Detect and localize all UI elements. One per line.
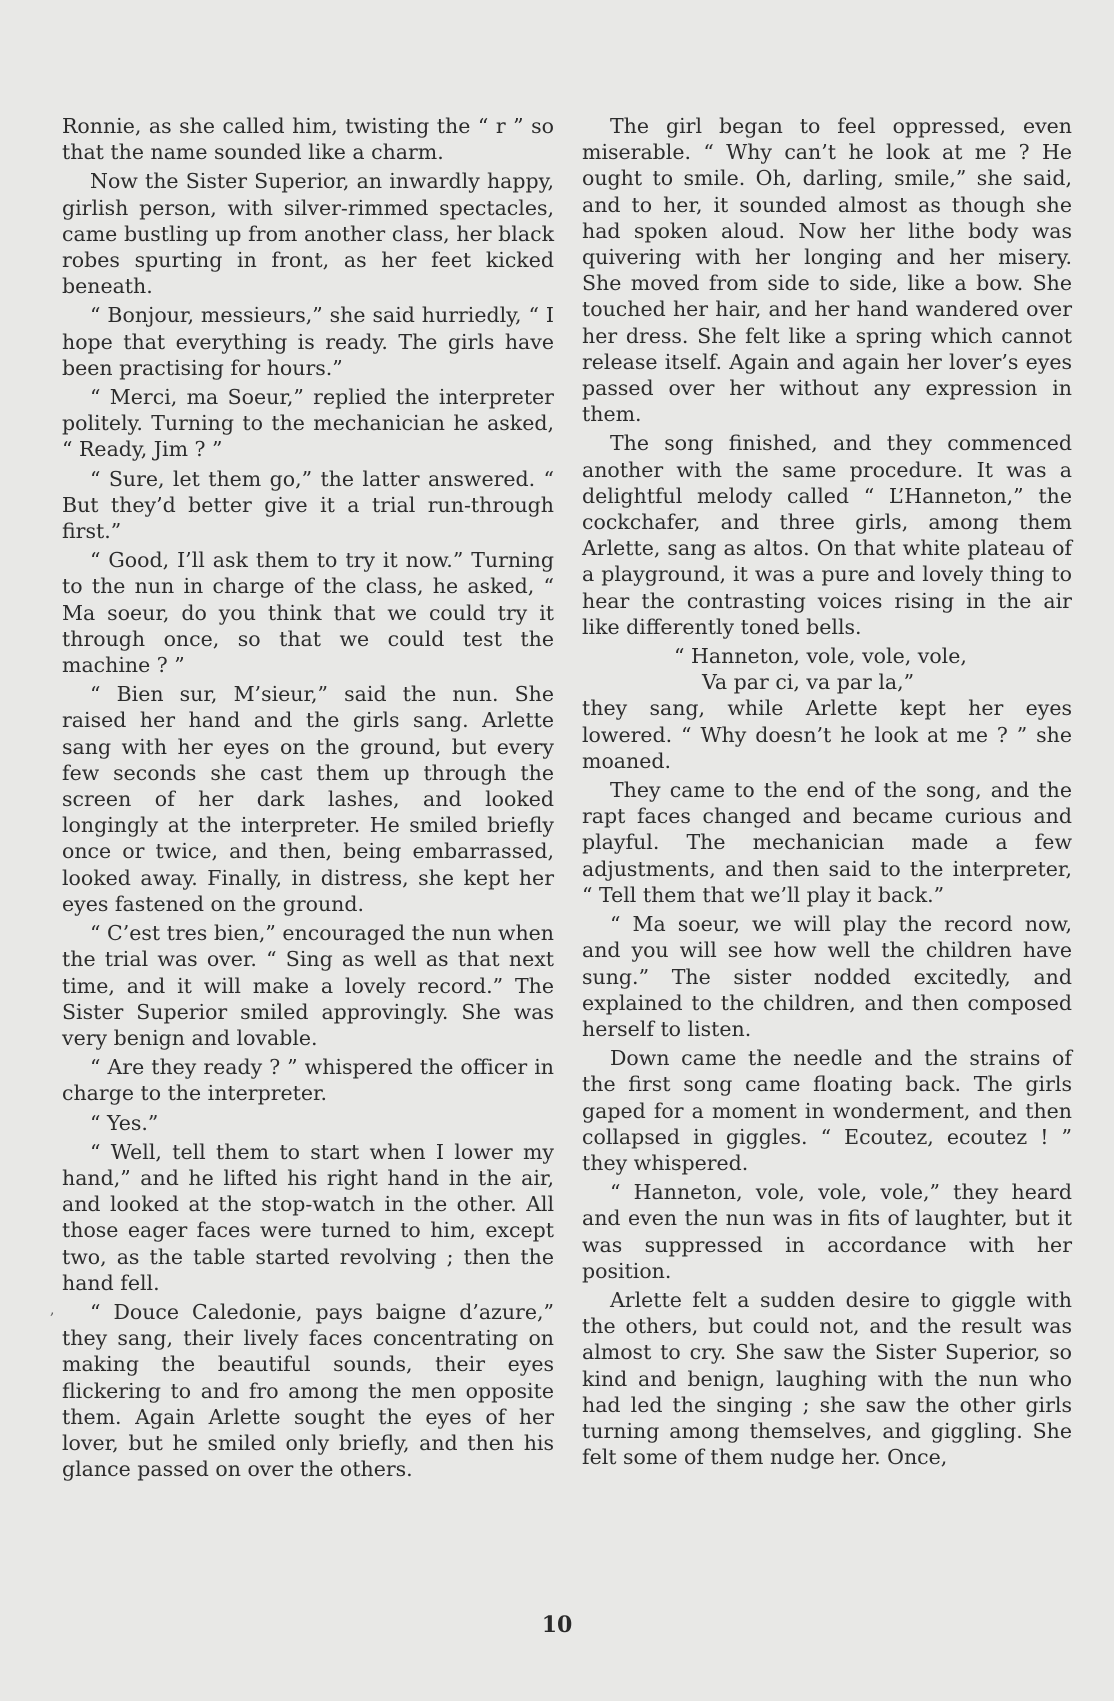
right-column — [582, 113, 1072, 1473]
paragraph: Ronnie, as she called him, twisting the “ r ” so that the name sounded like a charm. — [62, 114, 554, 165]
paragraph: Arlette felt a sudden desire to giggle with the others, but could not, and the result was almost to cry. She saw the Sister Superior, so kind and benign, laughing with the nun who had led the singing ; she saw the other girls turning among themselves, and giggling. She felt some of them nudge her. Once, — [582, 1287, 1072, 1470]
paragraph: “ Merci, ma Soeur,” replied the interpreter politely. Turning to the mechanician he asked, “ Ready, Jim ? ” — [62, 385, 554, 462]
stray-mark: , — [50, 1302, 55, 1318]
paragraph: “ Hanneton, vole, vole, vole,” they heard and even the nun was in fits of laughter, but it was suppressed in accordance with her position. — [582, 1180, 1072, 1283]
left-column — [62, 113, 554, 1485]
paragraph: “ Bonjour, messieurs,” she said hurriedly, “ I hope that everything is ready. The girls have been practising for hours.” — [62, 303, 554, 380]
paragraph: “ C’est tres bien,” encouraged the nun when the trial was over. “ Sing as well as that next time, and it will make a lovely record.” The Sister Superior smiled approvingly. She was very benign and lovable. — [62, 921, 554, 1050]
paragraph: “ Good, I’ll ask them to try it now.” Turning to the nun in charge of the class, he asked, “ Ma soeur, do you think that we could try it through once, so that we could test the machine ? ” — [62, 548, 554, 678]
paragraph: “ Bien sur, M’sieur,” said the nun. She raised her hand and the girls sang. Arlette sang with her eyes on the ground, but every few seconds she cast them up through the screen of her dark lashes, and looked longingly at the interpreter. He smiled briefly once or twice, and then, being embarrassed, looked away. Finally, in distress, she kept her eyes fastened on the ground. — [62, 682, 554, 916]
paragraph: “ Douce Caledonie, pays baigne d’azure,” they sang, their lively faces concentrating on making the beautiful sounds, their eyes flickering to and fro among the men opposite them. Again Arlette sought the eyes of her lover, but he smiled only briefly, and then his glance passed on over the others. — [62, 1299, 554, 1482]
paragraph: Down came the needle and the strains of the first song came floating back. The girls gaped for a moment in wonderment, and then collapsed in giggles. “ Ecoutez, ecoutez ! ” they whispered. — [582, 1046, 1072, 1175]
paragraph: The song finished, and they commenced another with the same procedure. It was a delightful melody called “ L’Hanneton,” the cockchafer, and three girls, among them Arlette, sang as altos. On that white plateau of a playground, it was a pure and lovely thing to hear the contrasting voices rising in the air like differently toned bells. — [582, 431, 1072, 639]
paragraph: “ Yes.” — [90, 1110, 159, 1135]
paragraph: Now the Sister Superior, an inwardly happy, girlish person, with silver-rimmed spectacles, came bustling up from another class, her black robes spurting in front, as her feet kicked beneath. — [62, 169, 554, 299]
paragraph: “ Are they ready ? ” whispered the officer in charge to the interpreter. — [62, 1055, 554, 1106]
page-number: 10 — [541, 1612, 573, 1638]
paragraph: they sang, while Arlette kept her eyes lowered. “ Why doesn’t he look at me ? ” she moaned. — [582, 696, 1072, 773]
verse-line: Va par ci, va par la,” — [702, 670, 915, 695]
paragraph: “ Ma soeur, we will play the record now, and you will see how well the children have sung.” The sister nodded excitedly, and explained to the children, and then composed herself to listen. — [582, 912, 1072, 1041]
paragraph: “ Sure, let them go,” the latter answered. “ But they’d better give it a trial run-through first.” — [62, 466, 554, 544]
paragraph: They came to the end of the song, and the rapt faces changed and became curious and playful. The mechanician made a few adjustments, and then said to the interpreter, “ Tell them that we’ll play it back.” — [582, 778, 1072, 907]
verse-line: “ Hanneton, vole, vole, vole, — [674, 644, 967, 669]
paragraph: “ Well, tell them to start when I lower my hand,” and he lifted his right hand in the air, and looked at the stop-watch in the other. All those eager faces were turned to him, except two, as the table started revolving ; then the hand fell. — [62, 1139, 554, 1295]
paragraph: The girl began to feel oppressed, even miserable. “ Why can’t he look at me ? He ought to smile. Oh, darling, smile,” she said, and to her, it sounded almost as though she had spoken aloud. Now her lithe body was quivering with her longing and her misery. She moved from side to side, like a bow. She touched her hair, and her hand wandered over her dress. She felt like a spring which cannot release itself. Again and again her lover’s eyes passed over her without any expression in them. — [582, 114, 1072, 427]
